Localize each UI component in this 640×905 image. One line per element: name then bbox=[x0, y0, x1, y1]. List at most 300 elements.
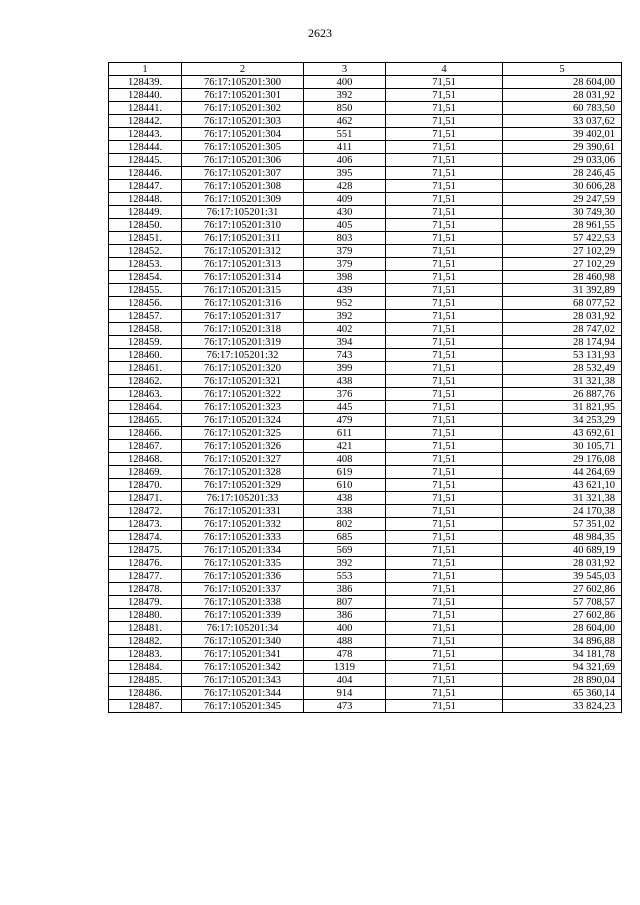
area-cell: 398 bbox=[304, 271, 386, 284]
rate-cell: 71,51 bbox=[386, 544, 503, 557]
table-row bbox=[109, 141, 622, 154]
rate-cell: 71,51 bbox=[386, 362, 503, 375]
rate-cell: 71,51 bbox=[386, 427, 503, 440]
area-cell: 392 bbox=[304, 310, 386, 323]
row-number-cell: 128480. bbox=[109, 609, 182, 622]
row-number-cell: 128451. bbox=[109, 232, 182, 245]
cadastral-number-cell: 76:17:105201:33 bbox=[182, 492, 304, 505]
area-cell: 803 bbox=[304, 232, 386, 245]
row-number-cell: 128482. bbox=[109, 635, 182, 648]
cadastral-number-cell: 76:17:105201:311 bbox=[182, 232, 304, 245]
cadastral-number-cell: 76:17:105201:344 bbox=[182, 687, 304, 700]
rate-cell: 71,51 bbox=[386, 375, 503, 388]
amount-cell: 43 692,61 bbox=[503, 427, 622, 440]
rate-cell: 71,51 bbox=[386, 414, 503, 427]
cadastral-number-cell: 76:17:105201:309 bbox=[182, 193, 304, 206]
row-number-cell: 128442. bbox=[109, 115, 182, 128]
cadastral-number-cell: 76:17:105201:315 bbox=[182, 284, 304, 297]
table-row bbox=[109, 388, 622, 401]
rate-cell: 71,51 bbox=[386, 89, 503, 102]
row-number-cell: 128475. bbox=[109, 544, 182, 557]
cadastral-number-cell: 76:17:105201:307 bbox=[182, 167, 304, 180]
area-cell: 479 bbox=[304, 414, 386, 427]
column-header-3: 3 bbox=[304, 63, 386, 76]
area-cell: 404 bbox=[304, 674, 386, 687]
amount-cell: 28 890,04 bbox=[503, 674, 622, 687]
cadastral-number-cell: 76:17:105201:338 bbox=[182, 596, 304, 609]
cadastral-number-cell: 76:17:105201:316 bbox=[182, 297, 304, 310]
area-cell: 462 bbox=[304, 115, 386, 128]
rate-cell: 71,51 bbox=[386, 128, 503, 141]
rate-cell: 71,51 bbox=[386, 440, 503, 453]
rate-cell: 71,51 bbox=[386, 518, 503, 531]
table-row bbox=[109, 544, 622, 557]
row-number-cell: 128464. bbox=[109, 401, 182, 414]
rate-cell: 71,51 bbox=[386, 479, 503, 492]
cadastral-number-cell: 76:17:105201:313 bbox=[182, 258, 304, 271]
amount-cell: 26 887,76 bbox=[503, 388, 622, 401]
row-number-cell: 128457. bbox=[109, 310, 182, 323]
area-cell: 439 bbox=[304, 284, 386, 297]
amount-cell: 30 606,28 bbox=[503, 180, 622, 193]
area-cell: 405 bbox=[304, 219, 386, 232]
table-row bbox=[109, 414, 622, 427]
page-number: 2623 bbox=[308, 26, 332, 40]
amount-cell: 57 422,53 bbox=[503, 232, 622, 245]
rate-cell: 71,51 bbox=[386, 492, 503, 505]
row-number-cell: 128474. bbox=[109, 531, 182, 544]
column-header-2: 2 bbox=[182, 63, 304, 76]
cadastral-number-cell: 76:17:105201:314 bbox=[182, 271, 304, 284]
cadastral-number-cell: 76:17:105201:317 bbox=[182, 310, 304, 323]
table-row bbox=[109, 310, 622, 323]
rate-cell: 71,51 bbox=[386, 401, 503, 414]
row-number-cell: 128483. bbox=[109, 648, 182, 661]
rate-cell: 71,51 bbox=[386, 76, 503, 89]
cadastral-number-cell: 76:17:105201:336 bbox=[182, 570, 304, 583]
column-header-5: 5 bbox=[503, 63, 622, 76]
table-row bbox=[109, 128, 622, 141]
amount-cell: 33 824,23 bbox=[503, 700, 622, 713]
amount-cell: 28 174,94 bbox=[503, 336, 622, 349]
row-number-cell: 128460. bbox=[109, 349, 182, 362]
row-number-cell: 128452. bbox=[109, 245, 182, 258]
row-number-cell: 128439. bbox=[109, 76, 182, 89]
row-number-cell: 128459. bbox=[109, 336, 182, 349]
amount-cell: 31 321,38 bbox=[503, 492, 622, 505]
area-cell: 392 bbox=[304, 89, 386, 102]
amount-cell: 27 102,29 bbox=[503, 258, 622, 271]
area-cell: 488 bbox=[304, 635, 386, 648]
amount-cell: 34 253,29 bbox=[503, 414, 622, 427]
amount-cell: 28 031,92 bbox=[503, 310, 622, 323]
amount-cell: 27 102,29 bbox=[503, 245, 622, 258]
table-row bbox=[109, 466, 622, 479]
table-row bbox=[109, 583, 622, 596]
area-cell: 428 bbox=[304, 180, 386, 193]
area-cell: 802 bbox=[304, 518, 386, 531]
amount-cell: 28 031,92 bbox=[503, 557, 622, 570]
table-row bbox=[109, 89, 622, 102]
cadastral-number-cell: 76:17:105201:300 bbox=[182, 76, 304, 89]
table-row bbox=[109, 648, 622, 661]
row-number-cell: 128469. bbox=[109, 466, 182, 479]
table-row bbox=[109, 492, 622, 505]
row-number-cell: 128470. bbox=[109, 479, 182, 492]
rate-cell: 71,51 bbox=[386, 336, 503, 349]
amount-cell: 28 532,49 bbox=[503, 362, 622, 375]
table-row bbox=[109, 102, 622, 115]
area-cell: 610 bbox=[304, 479, 386, 492]
amount-cell: 53 131,93 bbox=[503, 349, 622, 362]
area-cell: 478 bbox=[304, 648, 386, 661]
row-number-cell: 128484. bbox=[109, 661, 182, 674]
table-row bbox=[109, 258, 622, 271]
amount-cell: 57 708,57 bbox=[503, 596, 622, 609]
area-cell: 850 bbox=[304, 102, 386, 115]
amount-cell: 43 621,10 bbox=[503, 479, 622, 492]
row-number-cell: 128455. bbox=[109, 284, 182, 297]
area-cell: 399 bbox=[304, 362, 386, 375]
cadastral-number-cell: 76:17:105201:304 bbox=[182, 128, 304, 141]
cadastral-number-cell: 76:17:105201:32 bbox=[182, 349, 304, 362]
area-cell: 406 bbox=[304, 154, 386, 167]
table-row bbox=[109, 674, 622, 687]
cadastral-number-cell: 76:17:105201:339 bbox=[182, 609, 304, 622]
rate-cell: 71,51 bbox=[386, 310, 503, 323]
rate-cell: 71,51 bbox=[386, 570, 503, 583]
table-row bbox=[109, 180, 622, 193]
cadastral-number-cell: 76:17:105201:306 bbox=[182, 154, 304, 167]
table-row bbox=[109, 453, 622, 466]
row-number-cell: 128461. bbox=[109, 362, 182, 375]
rate-cell: 71,51 bbox=[386, 635, 503, 648]
table-row bbox=[109, 271, 622, 284]
cadastral-number-cell: 76:17:105201:308 bbox=[182, 180, 304, 193]
row-number-cell: 128458. bbox=[109, 323, 182, 336]
table-row bbox=[109, 284, 622, 297]
cadastral-number-cell: 76:17:105201:303 bbox=[182, 115, 304, 128]
rate-cell: 71,51 bbox=[386, 661, 503, 674]
area-cell: 569 bbox=[304, 544, 386, 557]
cadastral-number-cell: 76:17:105201:321 bbox=[182, 375, 304, 388]
cadastral-number-cell: 76:17:105201:337 bbox=[182, 583, 304, 596]
table-row bbox=[109, 479, 622, 492]
amount-cell: 24 170,38 bbox=[503, 505, 622, 518]
area-cell: 394 bbox=[304, 336, 386, 349]
rate-cell: 71,51 bbox=[386, 700, 503, 713]
row-number-cell: 128476. bbox=[109, 557, 182, 570]
row-number-cell: 128446. bbox=[109, 167, 182, 180]
rate-cell: 71,51 bbox=[386, 687, 503, 700]
amount-cell: 27 602,86 bbox=[503, 609, 622, 622]
rate-cell: 71,51 bbox=[386, 271, 503, 284]
area-cell: 408 bbox=[304, 453, 386, 466]
table-row bbox=[109, 687, 622, 700]
amount-cell: 28 747,02 bbox=[503, 323, 622, 336]
rate-cell: 71,51 bbox=[386, 596, 503, 609]
table-row bbox=[109, 661, 622, 674]
row-number-cell: 128486. bbox=[109, 687, 182, 700]
cadastral-number-cell: 76:17:105201:341 bbox=[182, 648, 304, 661]
area-cell: 386 bbox=[304, 583, 386, 596]
table-row bbox=[109, 232, 622, 245]
amount-cell: 28 961,55 bbox=[503, 219, 622, 232]
area-cell: 551 bbox=[304, 128, 386, 141]
rate-cell: 71,51 bbox=[386, 609, 503, 622]
cadastral-number-cell: 76:17:105201:305 bbox=[182, 141, 304, 154]
cadastral-number-cell: 76:17:105201:329 bbox=[182, 479, 304, 492]
rate-cell: 71,51 bbox=[386, 505, 503, 518]
rate-cell: 71,51 bbox=[386, 648, 503, 661]
area-cell: 685 bbox=[304, 531, 386, 544]
cadastral-number-cell: 76:17:105201:322 bbox=[182, 388, 304, 401]
cadastral-number-cell: 76:17:105201:340 bbox=[182, 635, 304, 648]
amount-cell: 31 392,89 bbox=[503, 284, 622, 297]
rate-cell: 71,51 bbox=[386, 323, 503, 336]
amount-cell: 34 896,88 bbox=[503, 635, 622, 648]
row-number-cell: 128481. bbox=[109, 622, 182, 635]
rate-cell: 71,51 bbox=[386, 232, 503, 245]
rate-cell: 71,51 bbox=[386, 466, 503, 479]
table-row bbox=[109, 154, 622, 167]
area-cell: 421 bbox=[304, 440, 386, 453]
table-row bbox=[109, 336, 622, 349]
table-row bbox=[109, 323, 622, 336]
cadastral-number-cell: 76:17:105201:331 bbox=[182, 505, 304, 518]
row-number-cell: 128477. bbox=[109, 570, 182, 583]
rate-cell: 71,51 bbox=[386, 206, 503, 219]
amount-cell: 39 545,03 bbox=[503, 570, 622, 583]
cadastral-number-cell: 76:17:105201:310 bbox=[182, 219, 304, 232]
row-number-cell: 128462. bbox=[109, 375, 182, 388]
table-row bbox=[109, 167, 622, 180]
area-cell: 402 bbox=[304, 323, 386, 336]
rate-cell: 71,51 bbox=[386, 219, 503, 232]
table-row bbox=[109, 219, 622, 232]
rate-cell: 71,51 bbox=[386, 674, 503, 687]
amount-cell: 33 037,62 bbox=[503, 115, 622, 128]
column-header-4: 4 bbox=[386, 63, 503, 76]
amount-cell: 31 821,95 bbox=[503, 401, 622, 414]
row-number-cell: 128471. bbox=[109, 492, 182, 505]
cadastral-number-cell: 76:17:105201:312 bbox=[182, 245, 304, 258]
table-header-row bbox=[109, 63, 622, 76]
area-cell: 379 bbox=[304, 258, 386, 271]
area-cell: 409 bbox=[304, 193, 386, 206]
cadastral-number-cell: 76:17:105201:335 bbox=[182, 557, 304, 570]
amount-cell: 28 031,92 bbox=[503, 89, 622, 102]
amount-cell: 65 360,14 bbox=[503, 687, 622, 700]
table-row bbox=[109, 375, 622, 388]
cadastral-number-cell: 76:17:105201:302 bbox=[182, 102, 304, 115]
rate-cell: 71,51 bbox=[386, 583, 503, 596]
rate-cell: 71,51 bbox=[386, 102, 503, 115]
cadastral-number-cell: 76:17:105201:318 bbox=[182, 323, 304, 336]
table-row bbox=[109, 440, 622, 453]
table-body bbox=[109, 76, 622, 713]
cadastral-number-cell: 76:17:105201:342 bbox=[182, 661, 304, 674]
cadastral-number-cell: 76:17:105201:34 bbox=[182, 622, 304, 635]
cadastral-number-cell: 76:17:105201:332 bbox=[182, 518, 304, 531]
amount-cell: 27 602,86 bbox=[503, 583, 622, 596]
amount-cell: 28 604,00 bbox=[503, 76, 622, 89]
cadastral-number-cell: 76:17:105201:327 bbox=[182, 453, 304, 466]
rate-cell: 71,51 bbox=[386, 453, 503, 466]
table-row bbox=[109, 193, 622, 206]
amount-cell: 68 077,52 bbox=[503, 297, 622, 310]
row-number-cell: 128447. bbox=[109, 180, 182, 193]
table-row bbox=[109, 401, 622, 414]
row-number-cell: 128456. bbox=[109, 297, 182, 310]
cadastral-number-cell: 76:17:105201:324 bbox=[182, 414, 304, 427]
row-number-cell: 128441. bbox=[109, 102, 182, 115]
area-cell: 376 bbox=[304, 388, 386, 401]
table-row bbox=[109, 297, 622, 310]
rate-cell: 71,51 bbox=[386, 193, 503, 206]
cadastral-number-cell: 76:17:105201:323 bbox=[182, 401, 304, 414]
area-cell: 392 bbox=[304, 557, 386, 570]
rate-cell: 71,51 bbox=[386, 622, 503, 635]
amount-cell: 29 247,59 bbox=[503, 193, 622, 206]
area-cell: 807 bbox=[304, 596, 386, 609]
row-number-cell: 128466. bbox=[109, 427, 182, 440]
table-row bbox=[109, 245, 622, 258]
amount-cell: 44 264,69 bbox=[503, 466, 622, 479]
cadastral-number-cell: 76:17:105201:325 bbox=[182, 427, 304, 440]
row-number-cell: 128478. bbox=[109, 583, 182, 596]
area-cell: 914 bbox=[304, 687, 386, 700]
table-row bbox=[109, 609, 622, 622]
amount-cell: 39 402,01 bbox=[503, 128, 622, 141]
area-cell: 473 bbox=[304, 700, 386, 713]
rate-cell: 71,51 bbox=[386, 557, 503, 570]
table-row bbox=[109, 362, 622, 375]
amount-cell: 28 460,98 bbox=[503, 271, 622, 284]
cadastral-number-cell: 76:17:105201:333 bbox=[182, 531, 304, 544]
table-row bbox=[109, 349, 622, 362]
area-cell: 619 bbox=[304, 466, 386, 479]
area-cell: 386 bbox=[304, 609, 386, 622]
cadastral-number-cell: 76:17:105201:334 bbox=[182, 544, 304, 557]
cadastral-number-cell: 76:17:105201:345 bbox=[182, 700, 304, 713]
amount-cell: 28 604,00 bbox=[503, 622, 622, 635]
table-row bbox=[109, 622, 622, 635]
rate-cell: 71,51 bbox=[386, 245, 503, 258]
row-number-cell: 128472. bbox=[109, 505, 182, 518]
row-number-cell: 128473. bbox=[109, 518, 182, 531]
area-cell: 438 bbox=[304, 492, 386, 505]
amount-cell: 28 246,45 bbox=[503, 167, 622, 180]
rate-cell: 71,51 bbox=[386, 258, 503, 271]
row-number-cell: 128440. bbox=[109, 89, 182, 102]
amount-cell: 40 689,19 bbox=[503, 544, 622, 557]
table-row bbox=[109, 115, 622, 128]
area-cell: 611 bbox=[304, 427, 386, 440]
cadastral-number-cell: 76:17:105201:328 bbox=[182, 466, 304, 479]
amount-cell: 48 984,35 bbox=[503, 531, 622, 544]
row-number-cell: 128448. bbox=[109, 193, 182, 206]
row-number-cell: 128467. bbox=[109, 440, 182, 453]
table-row bbox=[109, 206, 622, 219]
amount-cell: 29 033,06 bbox=[503, 154, 622, 167]
area-cell: 411 bbox=[304, 141, 386, 154]
amount-cell: 31 321,38 bbox=[503, 375, 622, 388]
row-number-cell: 128479. bbox=[109, 596, 182, 609]
table-row bbox=[109, 531, 622, 544]
table-row bbox=[109, 76, 622, 89]
table-row bbox=[109, 570, 622, 583]
row-number-cell: 128465. bbox=[109, 414, 182, 427]
registry-table bbox=[108, 62, 622, 713]
rate-cell: 71,51 bbox=[386, 167, 503, 180]
amount-cell: 29 176,08 bbox=[503, 453, 622, 466]
column-header-1: 1 bbox=[109, 63, 182, 76]
table-row bbox=[109, 700, 622, 713]
area-cell: 400 bbox=[304, 622, 386, 635]
area-cell: 952 bbox=[304, 297, 386, 310]
area-cell: 1319 bbox=[304, 661, 386, 674]
row-number-cell: 128453. bbox=[109, 258, 182, 271]
row-number-cell: 128444. bbox=[109, 141, 182, 154]
area-cell: 400 bbox=[304, 76, 386, 89]
rate-cell: 71,51 bbox=[386, 531, 503, 544]
row-number-cell: 128454. bbox=[109, 271, 182, 284]
table-row bbox=[109, 427, 622, 440]
amount-cell: 94 321,69 bbox=[503, 661, 622, 674]
rate-cell: 71,51 bbox=[386, 388, 503, 401]
cadastral-number-cell: 76:17:105201:31 bbox=[182, 206, 304, 219]
rate-cell: 71,51 bbox=[386, 180, 503, 193]
table-row bbox=[109, 518, 622, 531]
rate-cell: 71,51 bbox=[386, 115, 503, 128]
area-cell: 395 bbox=[304, 167, 386, 180]
rate-cell: 71,51 bbox=[386, 349, 503, 362]
area-cell: 379 bbox=[304, 245, 386, 258]
row-number-cell: 128449. bbox=[109, 206, 182, 219]
table-row bbox=[109, 557, 622, 570]
row-number-cell: 128485. bbox=[109, 674, 182, 687]
row-number-cell: 128487. bbox=[109, 700, 182, 713]
area-cell: 338 bbox=[304, 505, 386, 518]
table-row bbox=[109, 505, 622, 518]
row-number-cell: 128463. bbox=[109, 388, 182, 401]
row-number-cell: 128450. bbox=[109, 219, 182, 232]
table-row bbox=[109, 635, 622, 648]
rate-cell: 71,51 bbox=[386, 297, 503, 310]
row-number-cell: 128445. bbox=[109, 154, 182, 167]
area-cell: 445 bbox=[304, 401, 386, 414]
table-row bbox=[109, 596, 622, 609]
cadastral-number-cell: 76:17:105201:301 bbox=[182, 89, 304, 102]
cadastral-number-cell: 76:17:105201:343 bbox=[182, 674, 304, 687]
amount-cell: 57 351,02 bbox=[503, 518, 622, 531]
amount-cell: 60 783,50 bbox=[503, 102, 622, 115]
amount-cell: 30 749,30 bbox=[503, 206, 622, 219]
area-cell: 743 bbox=[304, 349, 386, 362]
amount-cell: 29 390,61 bbox=[503, 141, 622, 154]
row-number-cell: 128468. bbox=[109, 453, 182, 466]
area-cell: 553 bbox=[304, 570, 386, 583]
area-cell: 438 bbox=[304, 375, 386, 388]
area-cell: 430 bbox=[304, 206, 386, 219]
rate-cell: 71,51 bbox=[386, 284, 503, 297]
cadastral-number-cell: 76:17:105201:326 bbox=[182, 440, 304, 453]
rate-cell: 71,51 bbox=[386, 154, 503, 167]
amount-cell: 34 181,78 bbox=[503, 648, 622, 661]
amount-cell: 30 105,71 bbox=[503, 440, 622, 453]
cadastral-number-cell: 76:17:105201:320 bbox=[182, 362, 304, 375]
